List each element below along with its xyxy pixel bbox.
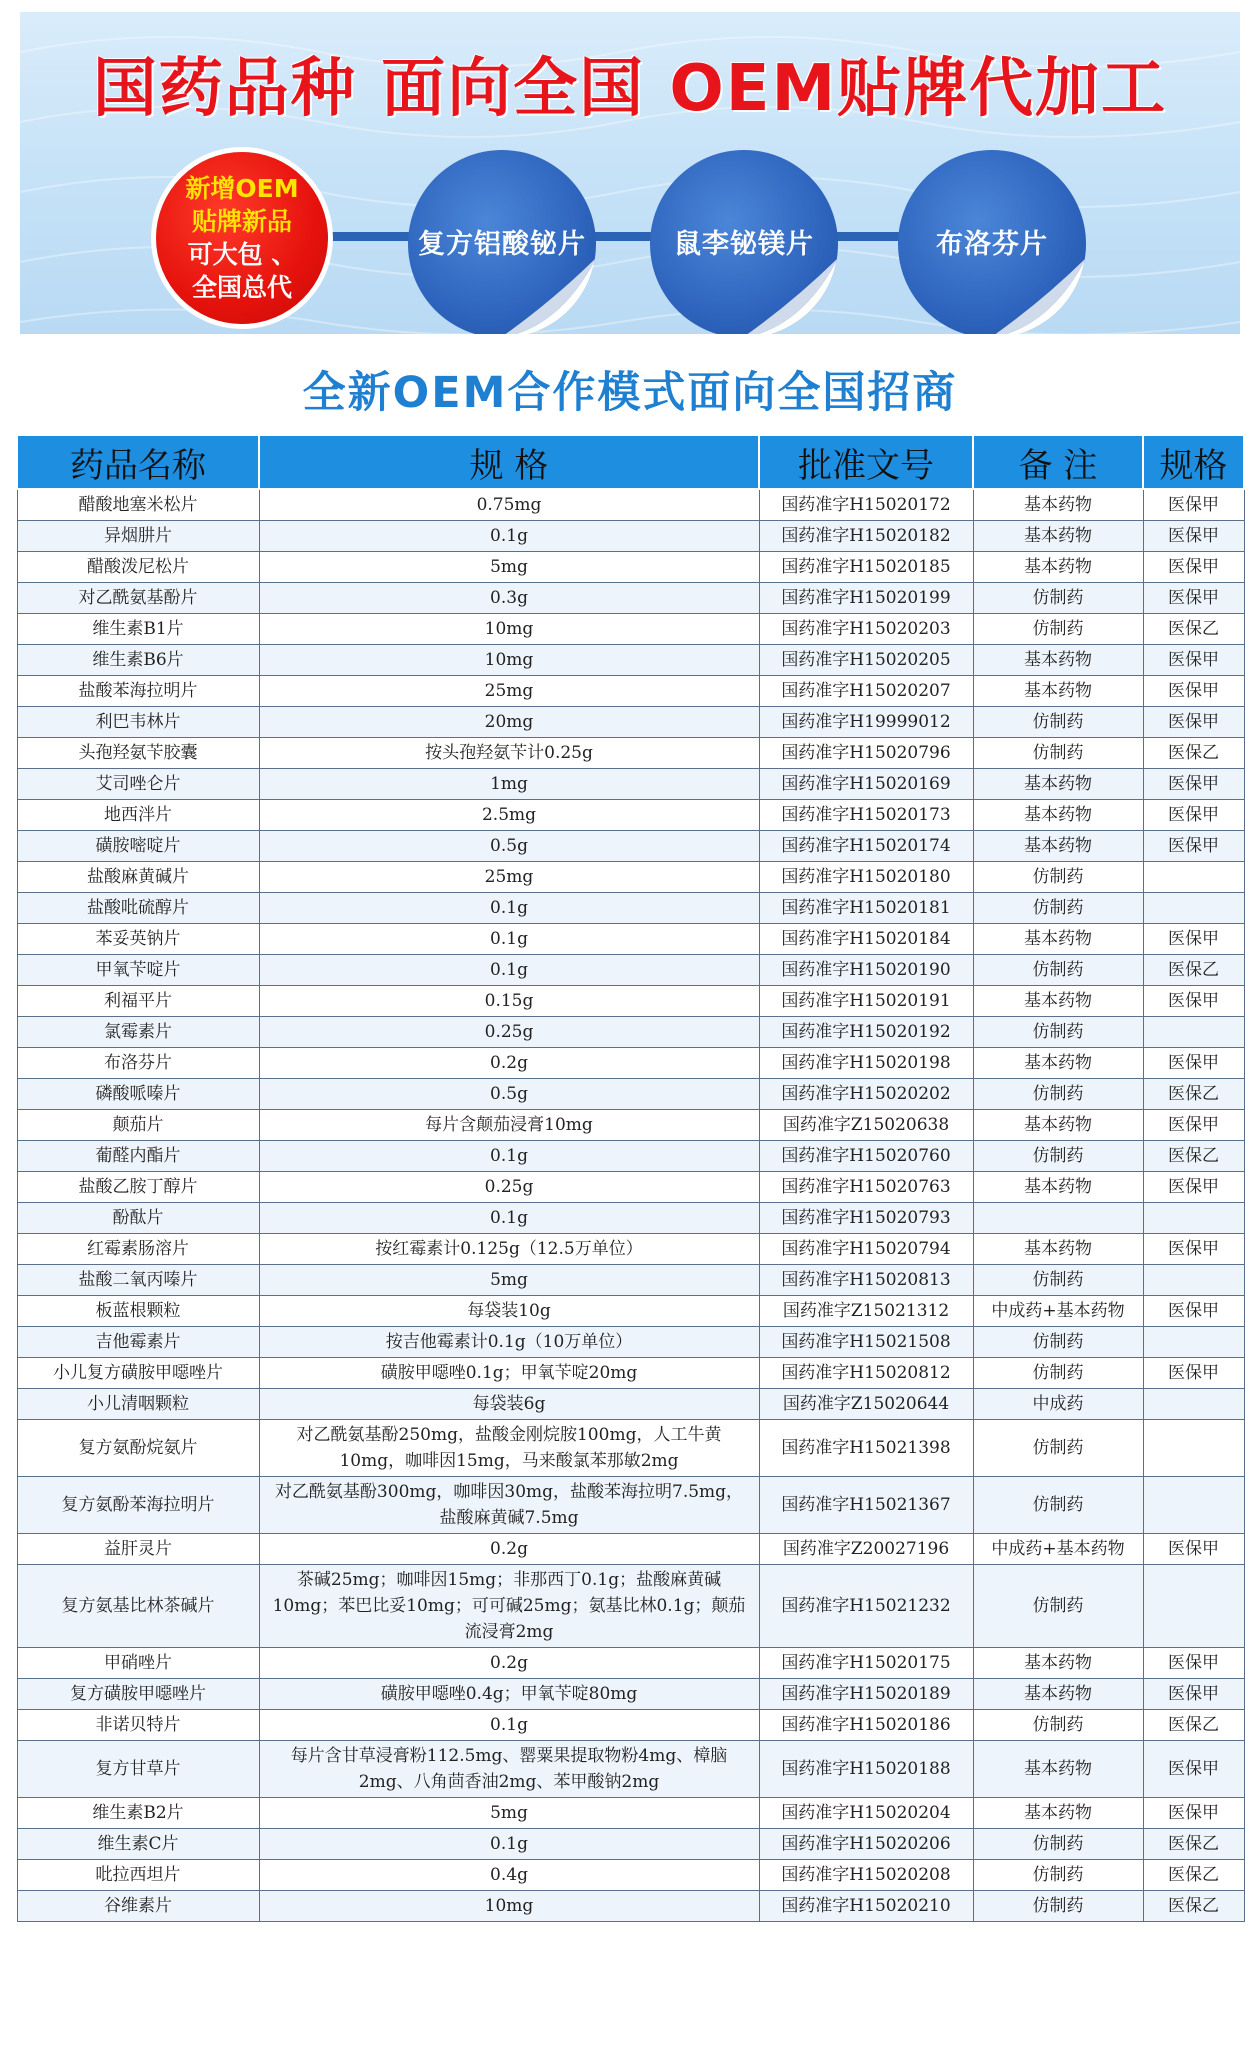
insurance-cell: 医保甲 (1143, 800, 1244, 831)
spec-cell: 0.2g (259, 1648, 759, 1679)
table-row (17, 489, 1244, 521)
drug-name-cell: 磷酸哌嗪片 (17, 1079, 259, 1110)
remarks-cell: 仿制药 (973, 583, 1143, 614)
spec-cell: 20mg (259, 707, 759, 738)
drug-table (16, 434, 1245, 1922)
drug-name-cell: 甲氧苄啶片 (17, 955, 259, 986)
spec-cell: 0.15g (259, 986, 759, 1017)
insurance-cell: 医保甲 (1143, 552, 1244, 583)
spec-cell: 0.1g (259, 521, 759, 552)
header-remarks: 备 注 (973, 435, 1143, 489)
insurance-cell: 医保乙 (1143, 1829, 1244, 1860)
approval-number-cell: 国药准字H15020812 (759, 1358, 973, 1389)
approval-number-cell: 国药准字H15020174 (759, 831, 973, 862)
spec-cell: 0.1g (259, 924, 759, 955)
remarks-cell: 仿制药 (973, 1327, 1143, 1358)
insurance-cell: 医保甲 (1143, 489, 1244, 521)
spec-cell: 5mg (259, 1798, 759, 1829)
insurance-cell: 医保甲 (1143, 1648, 1244, 1679)
table-row (17, 1829, 1244, 1860)
approval-number-cell: 国药准字H15020207 (759, 676, 973, 707)
approval-number-cell: 国药准字H15020760 (759, 1141, 973, 1172)
drug-name-cell: 地西泮片 (17, 800, 259, 831)
spec-cell: 每片含颠茄浸膏10mg (259, 1110, 759, 1141)
table-row (17, 1798, 1244, 1829)
insurance-cell (1143, 1265, 1244, 1296)
approval-number-cell: 国药准字H15020184 (759, 924, 973, 955)
approval-number-cell: 国药准字H15020208 (759, 1860, 973, 1891)
drug-name-cell: 复方氨酚烷氨片 (17, 1420, 259, 1477)
spec-cell: 1mg (259, 769, 759, 800)
insurance-cell: 医保甲 (1143, 1296, 1244, 1327)
drug-name-cell: 甲硝唑片 (17, 1648, 259, 1679)
new-oem-badge (156, 152, 328, 324)
drug-name-cell: 葡醛内酯片 (17, 1141, 259, 1172)
spec-cell: 0.2g (259, 1048, 759, 1079)
approval-number-cell: 国药准字H15020205 (759, 645, 973, 676)
spec-cell: 2.5mg (259, 800, 759, 831)
remarks-cell: 基本药物 (973, 1172, 1143, 1203)
table-row (17, 614, 1244, 645)
spec-cell: 0.25g (259, 1017, 759, 1048)
table-row (17, 1327, 1244, 1358)
table-row (17, 924, 1244, 955)
insurance-cell: 医保甲 (1143, 1172, 1244, 1203)
remarks-cell: 基本药物 (973, 924, 1143, 955)
spec-cell: 0.5g (259, 831, 759, 862)
remarks-cell: 仿制药 (973, 893, 1143, 924)
approval-number-cell: 国药准字Z15021312 (759, 1296, 973, 1327)
insurance-cell: 医保乙 (1143, 1079, 1244, 1110)
insurance-cell: 医保甲 (1143, 1048, 1244, 1079)
drug-name-cell: 维生素B2片 (17, 1798, 259, 1829)
spec-cell: 每片含甘草浸膏粉112.5mg、罂粟果提取物粉4mg、樟脑2mg、八角茴香油2mg、苯甲酸钠2mg (259, 1741, 759, 1798)
approval-number-cell: 国药准字H15020169 (759, 769, 973, 800)
spec-cell: 磺胺甲噁唑0.1g；甲氧苄啶20mg (259, 1358, 759, 1389)
table-row (17, 1565, 1244, 1648)
approval-number-cell: 国药准字Z20027196 (759, 1534, 973, 1565)
remarks-cell: 基本药物 (973, 645, 1143, 676)
remarks-cell: 基本药物 (973, 489, 1143, 521)
insurance-cell: 医保甲 (1143, 645, 1244, 676)
drug-name-cell: 艾司唑仑片 (17, 769, 259, 800)
insurance-cell: 医保乙 (1143, 1141, 1244, 1172)
drug-name-cell: 苯妥英钠片 (17, 924, 259, 955)
header-spec: 规 格 (259, 435, 759, 489)
remarks-cell: 仿制药 (973, 1079, 1143, 1110)
insurance-cell (1143, 1203, 1244, 1234)
drug-name-cell: 板蓝根颗粒 (17, 1296, 259, 1327)
table-row (17, 862, 1244, 893)
drug-name-cell: 吡拉西坦片 (17, 1860, 259, 1891)
badge-line-1: 新增OEM (185, 174, 299, 203)
table-row (17, 738, 1244, 769)
table-row (17, 1110, 1244, 1141)
remarks-cell: 仿制药 (973, 1477, 1143, 1534)
table-row (17, 1358, 1244, 1389)
insurance-cell: 医保甲 (1143, 1358, 1244, 1389)
insurance-cell (1143, 1420, 1244, 1477)
insurance-cell: 医保甲 (1143, 521, 1244, 552)
insurance-cell: 医保甲 (1143, 1534, 1244, 1565)
remarks-cell: 仿制药 (973, 1860, 1143, 1891)
remarks-cell: 仿制药 (973, 862, 1143, 893)
insurance-cell: 医保乙 (1143, 738, 1244, 769)
remarks-cell: 仿制药 (973, 738, 1143, 769)
approval-number-cell: 国药准字H15020793 (759, 1203, 973, 1234)
spec-cell: 每袋装6g (259, 1389, 759, 1420)
drug-name-cell: 盐酸麻黄碱片 (17, 862, 259, 893)
remarks-cell: 仿制药 (973, 1891, 1143, 1922)
approval-number-cell: 国药准字Z15020638 (759, 1110, 973, 1141)
spec-cell: 0.1g (259, 1829, 759, 1860)
remarks-cell: 基本药物 (973, 769, 1143, 800)
remarks-cell: 中成药 (973, 1389, 1143, 1420)
badge-line-4: 全国总代 (191, 273, 292, 302)
spec-cell: 0.4g (259, 1860, 759, 1891)
product-circle-label: 布洛芬片 (936, 229, 1048, 260)
banner (20, 12, 1240, 334)
remarks-cell: 仿制药 (973, 1358, 1143, 1389)
badge-line-3: 可大包 、 (187, 240, 297, 269)
remarks-cell: 基本药物 (973, 800, 1143, 831)
drug-name-cell: 磺胺嘧啶片 (17, 831, 259, 862)
spec-cell: 10mg (259, 614, 759, 645)
spec-cell: 0.1g (259, 955, 759, 986)
table-row (17, 521, 1244, 552)
table-row (17, 769, 1244, 800)
spec-cell: 5mg (259, 1265, 759, 1296)
remarks-cell: 仿制药 (973, 1265, 1143, 1296)
approval-number-cell: 国药准字H15020198 (759, 1048, 973, 1079)
drug-name-cell: 维生素B1片 (17, 614, 259, 645)
table-row (17, 645, 1244, 676)
remarks-cell: 基本药物 (973, 1798, 1143, 1829)
table-row (17, 955, 1244, 986)
page-curl-icon (742, 258, 838, 334)
drug-name-cell: 复方氨酚苯海拉明片 (17, 1477, 259, 1534)
insurance-cell (1143, 893, 1244, 924)
drug-name-cell: 复方磺胺甲噁唑片 (17, 1679, 259, 1710)
insurance-cell: 医保乙 (1143, 1860, 1244, 1891)
spec-cell: 25mg (259, 862, 759, 893)
drug-name-cell: 盐酸乙胺丁醇片 (17, 1172, 259, 1203)
insurance-cell (1143, 1565, 1244, 1648)
spec-cell: 25mg (259, 676, 759, 707)
header-insurance: 规格 (1143, 435, 1244, 489)
product-circle-1 (408, 150, 596, 334)
spec-cell: 0.75mg (259, 489, 759, 521)
table-row (17, 552, 1244, 583)
spec-cell: 磺胺甲噁唑0.4g；甲氧苄啶80mg (259, 1679, 759, 1710)
approval-number-cell: 国药准字H15020794 (759, 1234, 973, 1265)
product-circle-2 (650, 150, 838, 334)
product-circle-label: 复方铝酸铋片 (418, 229, 586, 260)
spec-cell: 10mg (259, 1891, 759, 1922)
table-row (17, 1534, 1244, 1565)
insurance-cell: 医保甲 (1143, 924, 1244, 955)
drug-name-cell: 维生素C片 (17, 1829, 259, 1860)
drug-name-cell: 复方甘草片 (17, 1741, 259, 1798)
badge-line-2: 贴牌新品 (191, 207, 292, 236)
table-row (17, 1420, 1244, 1477)
remarks-cell: 基本药物 (973, 521, 1143, 552)
spec-cell: 按红霉素计0.125g（12.5万单位） (259, 1234, 759, 1265)
spec-cell: 按头孢羟氨苄计0.25g (259, 738, 759, 769)
drug-name-cell: 盐酸苯海拉明片 (17, 676, 259, 707)
insurance-cell (1143, 1017, 1244, 1048)
approval-number-cell: 国药准字H15020204 (759, 1798, 973, 1829)
table-row (17, 1296, 1244, 1327)
approval-number-cell: 国药准字H15021398 (759, 1420, 973, 1477)
drug-name-cell: 颠茄片 (17, 1110, 259, 1141)
approval-number-cell: 国药准字H15020796 (759, 738, 973, 769)
spec-cell: 按吉他霉素计0.1g（10万单位） (259, 1327, 759, 1358)
remarks-cell: 仿制药 (973, 1565, 1143, 1648)
remarks-cell: 基本药物 (973, 986, 1143, 1017)
table-row (17, 676, 1244, 707)
table-row (17, 1234, 1244, 1265)
drug-name-cell: 头孢羟氨苄胶囊 (17, 738, 259, 769)
drug-name-cell: 酚酞片 (17, 1203, 259, 1234)
spec-cell: 茶碱25mg；咖啡因15mg；非那西丁0.1g；盐酸麻黄碱10mg；苯巴比妥10mg；可可碱25mg；氨基比林0.1g；颠茄流浸膏2mg (259, 1565, 759, 1648)
insurance-cell: 医保乙 (1143, 1710, 1244, 1741)
spec-cell: 10mg (259, 645, 759, 676)
approval-number-cell: 国药准字H19999012 (759, 707, 973, 738)
approval-number-cell: 国药准字H15021367 (759, 1477, 973, 1534)
spec-cell: 0.1g (259, 1710, 759, 1741)
insurance-cell: 医保甲 (1143, 769, 1244, 800)
drug-name-cell: 红霉素肠溶片 (17, 1234, 259, 1265)
approval-number-cell: 国药准字Z15020644 (759, 1389, 973, 1420)
remarks-cell: 基本药物 (973, 1679, 1143, 1710)
drug-name-cell: 利巴韦林片 (17, 707, 259, 738)
insurance-cell: 医保甲 (1143, 831, 1244, 862)
approval-number-cell: 国药准字H15020180 (759, 862, 973, 893)
table-row (17, 1017, 1244, 1048)
drug-name-cell: 益肝灵片 (17, 1534, 259, 1565)
remarks-cell: 仿制药 (973, 1420, 1143, 1477)
spec-cell: 对乙酰氨基酚300mg，咖啡因30mg，盐酸苯海拉明7.5mg，盐酸麻黄碱7.5mg (259, 1477, 759, 1534)
remarks-cell: 仿制药 (973, 1141, 1143, 1172)
approval-number-cell: 国药准字H15020185 (759, 552, 973, 583)
table-row (17, 800, 1244, 831)
insurance-cell: 医保乙 (1143, 614, 1244, 645)
spec-cell: 0.2g (259, 1534, 759, 1565)
table-row (17, 986, 1244, 1017)
approval-number-cell: 国药准字H15020191 (759, 986, 973, 1017)
drug-name-cell: 小儿复方磺胺甲噁唑片 (17, 1358, 259, 1389)
insurance-cell: 医保甲 (1143, 707, 1244, 738)
remarks-cell: 基本药物 (973, 1741, 1143, 1798)
approval-number-cell: 国药准字H15020813 (759, 1265, 973, 1296)
table-row (17, 1741, 1244, 1798)
drug-name-cell: 醋酸地塞米松片 (17, 489, 259, 521)
spec-cell: 0.3g (259, 583, 759, 614)
remarks-cell: 仿制药 (973, 1710, 1143, 1741)
drug-name-cell: 吉他霉素片 (17, 1327, 259, 1358)
header-drug-name: 药品名称 (17, 435, 259, 489)
insurance-cell: 医保甲 (1143, 1679, 1244, 1710)
insurance-cell: 医保甲 (1143, 1741, 1244, 1798)
drug-name-cell: 利福平片 (17, 986, 259, 1017)
spec-cell: 0.1g (259, 1141, 759, 1172)
approval-number-cell: 国药准字H15020173 (759, 800, 973, 831)
remarks-cell: 仿制药 (973, 1829, 1143, 1860)
approval-number-cell: 国药准字H15021232 (759, 1565, 973, 1648)
product-circle-label: 鼠李铋镁片 (674, 229, 814, 260)
header-approval-number: 批准文号 (759, 435, 973, 489)
approval-number-cell: 国药准字H15020190 (759, 955, 973, 986)
spec-cell: 5mg (259, 552, 759, 583)
spec-cell: 0.25g (259, 1172, 759, 1203)
table-row (17, 1141, 1244, 1172)
approval-number-cell: 国药准字H15021508 (759, 1327, 973, 1358)
drug-name-cell: 氯霉素片 (17, 1017, 259, 1048)
page-curl-icon (500, 258, 596, 334)
insurance-cell: 医保甲 (1143, 1110, 1244, 1141)
remarks-cell: 仿制药 (973, 1017, 1143, 1048)
approval-number-cell: 国药准字H15020189 (759, 1679, 973, 1710)
table-row (17, 893, 1244, 924)
table-row (17, 1477, 1244, 1534)
approval-number-cell: 国药准字H15020175 (759, 1648, 973, 1679)
approval-number-cell: 国药准字H15020192 (759, 1017, 973, 1048)
spec-cell: 每袋装10g (259, 1296, 759, 1327)
insurance-cell: 医保甲 (1143, 583, 1244, 614)
drug-name-cell: 对乙酰氨基酚片 (17, 583, 259, 614)
insurance-cell: 医保乙 (1143, 1891, 1244, 1922)
insurance-cell: 医保甲 (1143, 986, 1244, 1017)
insurance-cell: 医保甲 (1143, 1234, 1244, 1265)
remarks-cell: 基本药物 (973, 1648, 1143, 1679)
table-row (17, 1710, 1244, 1741)
spec-cell: 0.5g (259, 1079, 759, 1110)
drug-name-cell: 小儿清咽颗粒 (17, 1389, 259, 1420)
section-title: 全新OEM合作模式面向全国招商 (302, 368, 958, 418)
remarks-cell: 基本药物 (973, 1110, 1143, 1141)
approval-number-cell: 国药准字H15020206 (759, 1829, 973, 1860)
table-row (17, 1389, 1244, 1420)
remarks-cell: 仿制药 (973, 955, 1143, 986)
table-row (17, 1265, 1244, 1296)
table-row (17, 583, 1244, 614)
table-row (17, 1048, 1244, 1079)
table-row (17, 1079, 1244, 1110)
table-row (17, 1648, 1244, 1679)
remarks-cell: 基本药物 (973, 1048, 1143, 1079)
table-row (17, 1203, 1244, 1234)
insurance-cell: 医保甲 (1143, 1798, 1244, 1829)
approval-number-cell: 国药准字H15020199 (759, 583, 973, 614)
remarks-cell: 基本药物 (973, 552, 1143, 583)
approval-number-cell: 国药准字H15020203 (759, 614, 973, 645)
drug-name-cell: 盐酸吡硫醇片 (17, 893, 259, 924)
drug-name-cell: 醋酸泼尼松片 (17, 552, 259, 583)
drug-name-cell: 布洛芬片 (17, 1048, 259, 1079)
remarks-cell: 基本药物 (973, 831, 1143, 862)
table-row (17, 1679, 1244, 1710)
remarks-cell: 仿制药 (973, 614, 1143, 645)
approval-number-cell: 国药准字H15020202 (759, 1079, 973, 1110)
approval-number-cell: 国药准字H15020181 (759, 893, 973, 924)
remarks-cell: 基本药物 (973, 1234, 1143, 1265)
drug-name-cell: 谷维素片 (17, 1891, 259, 1922)
product-circle-3 (898, 150, 1086, 334)
table-header-row (17, 435, 1244, 489)
drug-name-cell: 盐酸二氧丙嗪片 (17, 1265, 259, 1296)
spec-cell: 对乙酰氨基酚250mg，盐酸金刚烷胺100mg，人工牛黄10mg，咖啡因15mg，马来酸氯苯那敏2mg (259, 1420, 759, 1477)
approval-number-cell: 国药准字H15020188 (759, 1741, 973, 1798)
table-row (17, 1172, 1244, 1203)
drug-name-cell: 非诺贝特片 (17, 1710, 259, 1741)
approval-number-cell: 国药准字H15020172 (759, 489, 973, 521)
table-row (17, 1891, 1244, 1922)
insurance-cell (1143, 1389, 1244, 1420)
table-row (17, 707, 1244, 738)
remarks-cell (973, 1203, 1143, 1234)
table-row (17, 1860, 1244, 1891)
approval-number-cell: 国药准字H15020186 (759, 1710, 973, 1741)
remarks-cell: 中成药+基本药物 (973, 1296, 1143, 1327)
approval-number-cell: 国药准字H15020763 (759, 1172, 973, 1203)
insurance-cell (1143, 1327, 1244, 1358)
insurance-cell (1143, 862, 1244, 893)
spec-cell: 0.1g (259, 893, 759, 924)
drug-name-cell: 复方氨基比林茶碱片 (17, 1565, 259, 1648)
insurance-cell: 医保乙 (1143, 955, 1244, 986)
remarks-cell: 基本药物 (973, 676, 1143, 707)
spec-cell: 0.1g (259, 1203, 759, 1234)
drug-name-cell: 异烟肼片 (17, 521, 259, 552)
table-row (17, 831, 1244, 862)
insurance-cell (1143, 1477, 1244, 1534)
approval-number-cell: 国药准字H15020210 (759, 1891, 973, 1922)
drug-name-cell: 维生素B6片 (17, 645, 259, 676)
remarks-cell: 仿制药 (973, 707, 1143, 738)
page-curl-icon (990, 258, 1086, 334)
banner-headline: 国药品种 面向全国 OEM贴牌代加工 (92, 52, 1168, 126)
approval-number-cell: 国药准字H15020182 (759, 521, 973, 552)
insurance-cell: 医保甲 (1143, 676, 1244, 707)
remarks-cell: 中成药+基本药物 (973, 1534, 1143, 1565)
